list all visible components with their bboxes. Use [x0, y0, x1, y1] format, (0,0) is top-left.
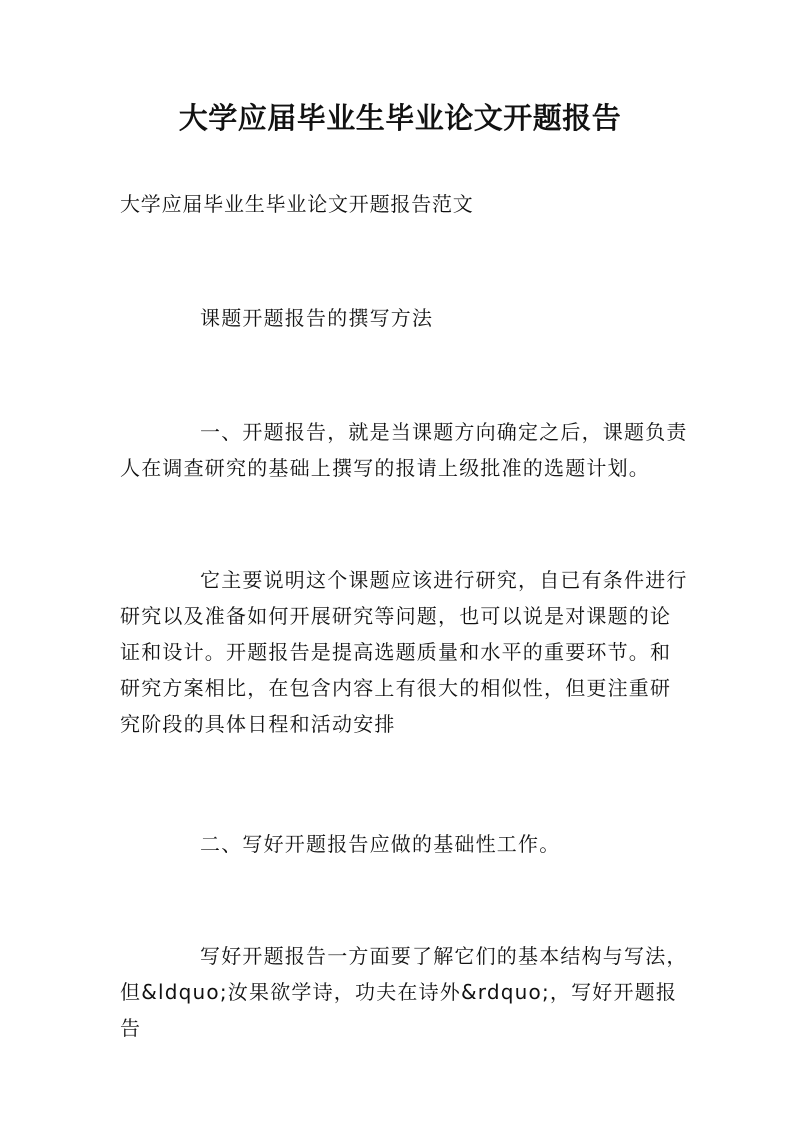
subtitle-paragraph: 大学应届毕业生毕业论文开题报告范文 — [120, 192, 474, 216]
paragraph-definition: 一、开题报告，就是当课题方向确定之后，课题负责人在调查研究的基础上撰写的报请上级批准的选题计划。 — [120, 420, 688, 480]
document-title: 大学应届毕业生毕业论文开题报告 — [178, 101, 622, 135]
paragraph-section-two: 二、写好开题报告应做的基础性工作。 — [200, 832, 561, 856]
paragraph-writing: 写好开题报告一方面要了解它们的基本结构与写法，但&ldquo;汝果欲学诗，功夫在诗外&rdquo;，写好开题报告 — [120, 944, 688, 1040]
section-heading-paragraph: 课题开题报告的撰写方法 — [200, 306, 434, 330]
paragraph-purpose: 它主要说明这个课题应该进行研究，自已有条件进行研究以及准备如何开展研究等问题，也可以说是对课题的论证和设计。开题报告是提高选题质量和水平的重要环节。和研究方案相比，在包含内容上有很大的相似性，但更注重研究阶段的具体日程和活动安排 — [120, 568, 688, 736]
